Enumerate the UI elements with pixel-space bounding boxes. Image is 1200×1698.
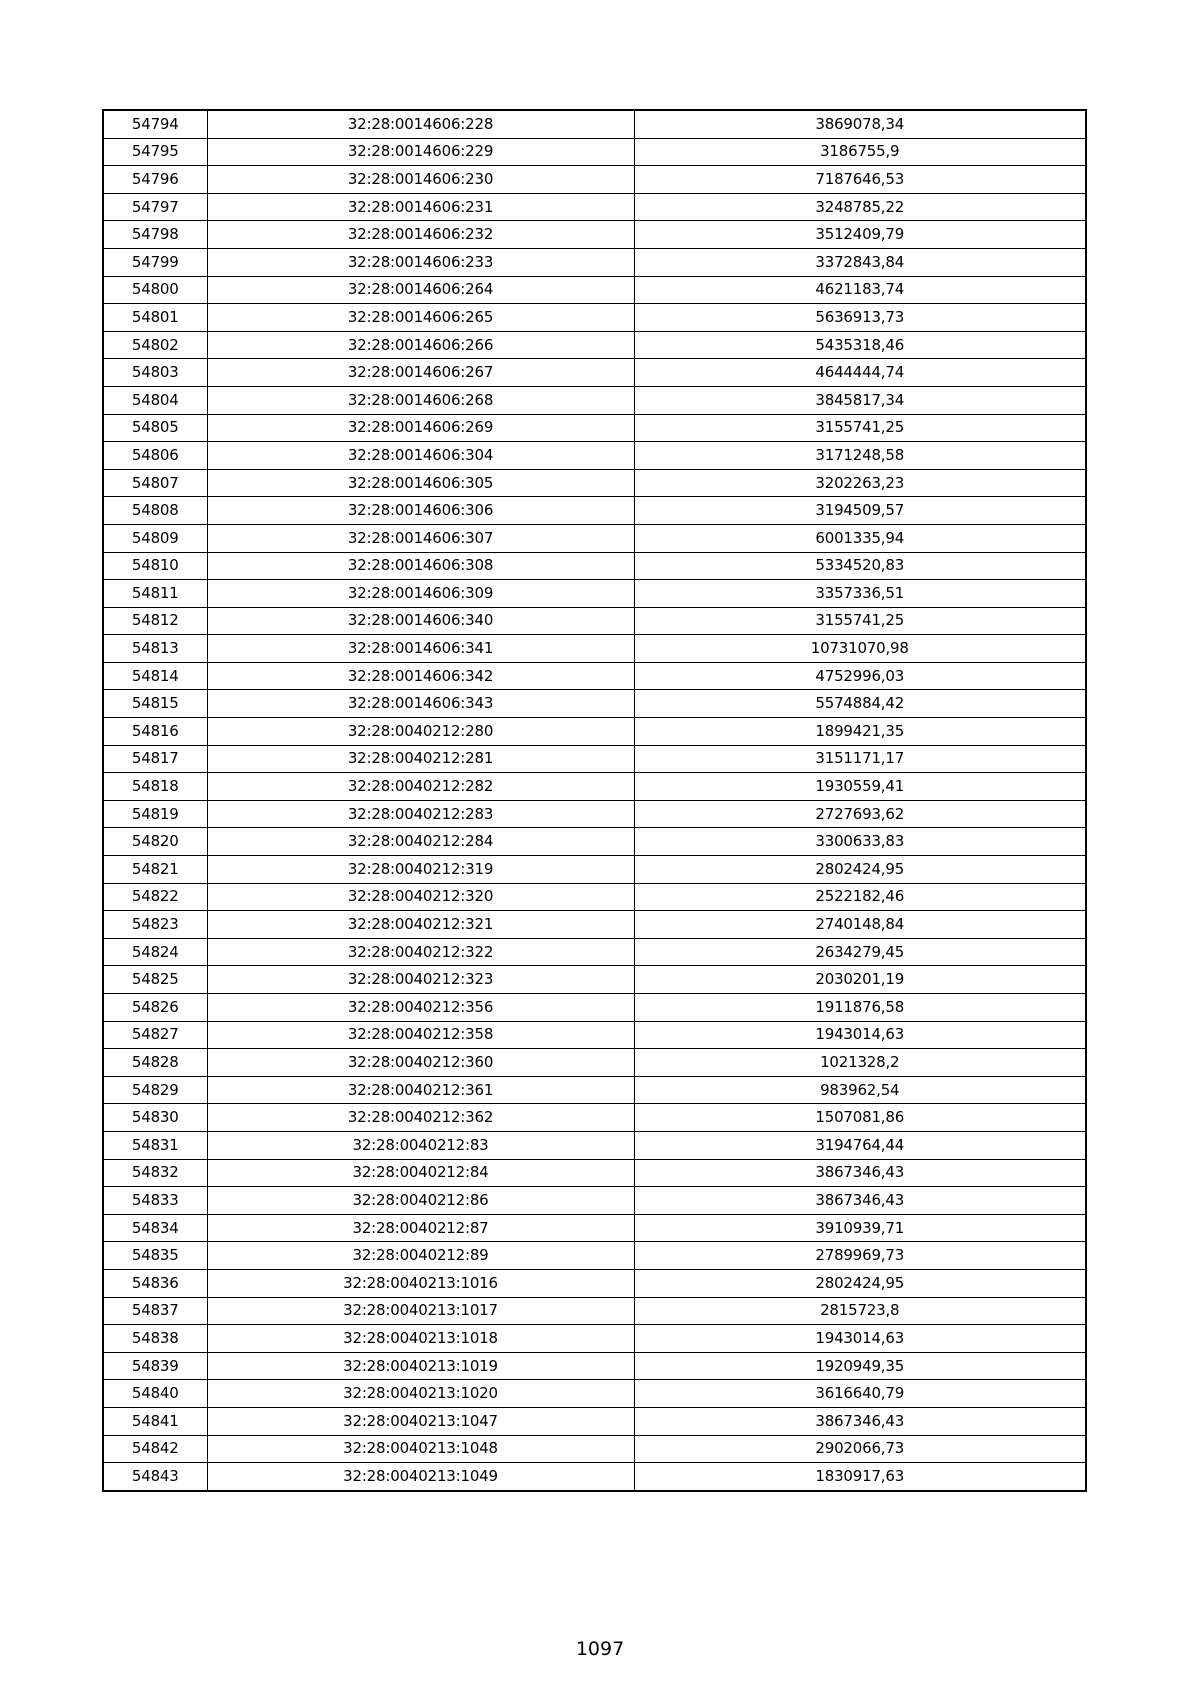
value-cell: 3155741,25 — [634, 607, 1086, 635]
row-number-cell: 54834 — [103, 1214, 207, 1242]
table-row — [103, 1380, 1086, 1408]
value-cell: 3869078,34 — [634, 110, 1086, 138]
row-number-cell: 54839 — [103, 1352, 207, 1380]
cadastral-number-cell: 32:28:0014606:306 — [207, 497, 634, 525]
cadastral-number-cell: 32:28:0040213:1047 — [207, 1407, 634, 1435]
cadastral-number-cell: 32:28:0040212:283 — [207, 800, 634, 828]
cadastral-number-cell: 32:28:0040212:361 — [207, 1076, 634, 1104]
value-cell: 3867346,43 — [634, 1187, 1086, 1215]
value-cell: 1899421,35 — [634, 718, 1086, 746]
cadastral-number-cell: 32:28:0014606:232 — [207, 221, 634, 249]
row-number-cell: 54843 — [103, 1463, 207, 1491]
row-number-cell: 54828 — [103, 1049, 207, 1077]
table-row — [103, 359, 1086, 387]
value-cell: 1920949,35 — [634, 1352, 1086, 1380]
row-number-cell: 54817 — [103, 745, 207, 773]
table-row — [103, 442, 1086, 470]
table-row — [103, 524, 1086, 552]
cadastral-number-cell: 32:28:0040213:1017 — [207, 1297, 634, 1325]
value-cell: 1507081,86 — [634, 1104, 1086, 1132]
table-row — [103, 1269, 1086, 1297]
row-number-cell: 54803 — [103, 359, 207, 387]
cadastral-number-cell: 32:28:0014606:342 — [207, 662, 634, 690]
value-cell: 3202263,23 — [634, 469, 1086, 497]
value-cell: 2902066,73 — [634, 1435, 1086, 1463]
value-cell: 5334520,83 — [634, 552, 1086, 580]
table-row — [103, 773, 1086, 801]
cadastre-table — [102, 109, 1087, 1492]
table-row — [103, 1214, 1086, 1242]
table-row — [103, 276, 1086, 304]
table-row — [103, 386, 1086, 414]
value-cell: 3910939,71 — [634, 1214, 1086, 1242]
row-number-cell: 54838 — [103, 1325, 207, 1353]
cadastral-number-cell: 32:28:0040212:83 — [207, 1131, 634, 1159]
row-number-cell: 54799 — [103, 248, 207, 276]
value-cell: 2802424,95 — [634, 1269, 1086, 1297]
value-cell: 3155741,25 — [634, 414, 1086, 442]
row-number-cell: 54835 — [103, 1242, 207, 1270]
cadastral-number-cell: 32:28:0040212:84 — [207, 1159, 634, 1187]
cadastral-number-cell: 32:28:0040212:320 — [207, 883, 634, 911]
value-cell: 2727693,62 — [634, 800, 1086, 828]
cadastral-number-cell: 32:28:0040212:89 — [207, 1242, 634, 1270]
row-number-cell: 54830 — [103, 1104, 207, 1132]
value-cell: 1930559,41 — [634, 773, 1086, 801]
value-cell: 3357336,51 — [634, 580, 1086, 608]
table-row — [103, 1049, 1086, 1077]
cadastral-number-cell: 32:28:0014606:305 — [207, 469, 634, 497]
row-number-cell: 54831 — [103, 1131, 207, 1159]
table-row — [103, 1187, 1086, 1215]
table-row — [103, 938, 1086, 966]
value-cell: 7187646,53 — [634, 166, 1086, 194]
table-row — [103, 607, 1086, 635]
cadastral-number-cell: 32:28:0040212:358 — [207, 1021, 634, 1049]
cadastral-number-cell: 32:28:0014606:233 — [207, 248, 634, 276]
table-row — [103, 331, 1086, 359]
row-number-cell: 54840 — [103, 1380, 207, 1408]
value-cell: 3845817,34 — [634, 386, 1086, 414]
table-row — [103, 1131, 1086, 1159]
row-number-cell: 54804 — [103, 386, 207, 414]
row-number-cell: 54797 — [103, 193, 207, 221]
value-cell: 3867346,43 — [634, 1159, 1086, 1187]
value-cell: 4644444,74 — [634, 359, 1086, 387]
table-row — [103, 166, 1086, 194]
cadastral-number-cell: 32:28:0014606:341 — [207, 635, 634, 663]
value-cell: 983962,54 — [634, 1076, 1086, 1104]
cadastral-number-cell: 32:28:0014606:266 — [207, 331, 634, 359]
row-number-cell: 54826 — [103, 994, 207, 1022]
table-row — [103, 304, 1086, 332]
row-number-cell: 54794 — [103, 110, 207, 138]
table-row — [103, 1435, 1086, 1463]
row-number-cell: 54798 — [103, 221, 207, 249]
table-row — [103, 690, 1086, 718]
cadastral-number-cell: 32:28:0014606:267 — [207, 359, 634, 387]
table-row — [103, 635, 1086, 663]
row-number-cell: 54813 — [103, 635, 207, 663]
value-cell: 3248785,22 — [634, 193, 1086, 221]
value-cell: 4621183,74 — [634, 276, 1086, 304]
value-cell: 6001335,94 — [634, 524, 1086, 552]
table-row — [103, 911, 1086, 939]
table-row — [103, 994, 1086, 1022]
table-row — [103, 745, 1086, 773]
row-number-cell: 54807 — [103, 469, 207, 497]
row-number-cell: 54837 — [103, 1297, 207, 1325]
cadastral-number-cell: 32:28:0040212:362 — [207, 1104, 634, 1132]
row-number-cell: 54815 — [103, 690, 207, 718]
row-number-cell: 54842 — [103, 1435, 207, 1463]
cadastral-number-cell: 32:28:0040213:1016 — [207, 1269, 634, 1297]
value-cell: 2802424,95 — [634, 856, 1086, 884]
cadastral-number-cell: 32:28:0040212:284 — [207, 828, 634, 856]
row-number-cell: 54827 — [103, 1021, 207, 1049]
row-number-cell: 54841 — [103, 1407, 207, 1435]
cadastral-number-cell: 32:28:0014606:231 — [207, 193, 634, 221]
table-row — [103, 718, 1086, 746]
value-cell: 2740148,84 — [634, 911, 1086, 939]
table-row — [103, 552, 1086, 580]
row-number-cell: 54801 — [103, 304, 207, 332]
row-number-cell: 54818 — [103, 773, 207, 801]
value-cell: 3372843,84 — [634, 248, 1086, 276]
table-row — [103, 1352, 1086, 1380]
table-row — [103, 248, 1086, 276]
value-cell: 3194764,44 — [634, 1131, 1086, 1159]
cadastral-number-cell: 32:28:0014606:307 — [207, 524, 634, 552]
value-cell: 3300633,83 — [634, 828, 1086, 856]
table-row — [103, 1407, 1086, 1435]
cadastral-number-cell: 32:28:0040212:87 — [207, 1214, 634, 1242]
cadastral-number-cell: 32:28:0040212:360 — [207, 1049, 634, 1077]
cadastral-number-cell: 32:28:0014606:309 — [207, 580, 634, 608]
row-number-cell: 54836 — [103, 1269, 207, 1297]
row-number-cell: 54795 — [103, 138, 207, 166]
row-number-cell: 54816 — [103, 718, 207, 746]
table-row — [103, 1297, 1086, 1325]
row-number-cell: 54821 — [103, 856, 207, 884]
row-number-cell: 54811 — [103, 580, 207, 608]
table-row — [103, 497, 1086, 525]
table-row — [103, 1242, 1086, 1270]
cadastral-number-cell: 32:28:0040213:1020 — [207, 1380, 634, 1408]
cadastral-number-cell: 32:28:0040212:321 — [207, 911, 634, 939]
value-cell: 2789969,73 — [634, 1242, 1086, 1270]
table-row — [103, 856, 1086, 884]
row-number-cell: 54820 — [103, 828, 207, 856]
row-number-cell: 54808 — [103, 497, 207, 525]
cadastral-number-cell: 32:28:0014606:268 — [207, 386, 634, 414]
row-number-cell: 54814 — [103, 662, 207, 690]
value-cell: 3171248,58 — [634, 442, 1086, 470]
value-cell: 3186755,9 — [634, 138, 1086, 166]
cadastral-number-cell: 32:28:0040213:1048 — [207, 1435, 634, 1463]
table-row — [103, 414, 1086, 442]
table-row — [103, 469, 1086, 497]
row-number-cell: 54825 — [103, 966, 207, 994]
table-row — [103, 1463, 1086, 1491]
cadastral-number-cell: 32:28:0040212:86 — [207, 1187, 634, 1215]
table-row — [103, 1159, 1086, 1187]
cadastral-number-cell: 32:28:0014606:343 — [207, 690, 634, 718]
cadastral-number-cell: 32:28:0014606:264 — [207, 276, 634, 304]
table-row — [103, 966, 1086, 994]
table-row — [103, 110, 1086, 138]
table-row — [103, 883, 1086, 911]
value-cell: 5435318,46 — [634, 331, 1086, 359]
value-cell: 2634279,45 — [634, 938, 1086, 966]
row-number-cell: 54796 — [103, 166, 207, 194]
cadastral-number-cell: 32:28:0040213:1049 — [207, 1463, 634, 1491]
table-row — [103, 1325, 1086, 1353]
value-cell: 2030201,19 — [634, 966, 1086, 994]
table-row — [103, 1076, 1086, 1104]
value-cell: 3151171,17 — [634, 745, 1086, 773]
table-row — [103, 1021, 1086, 1049]
cadastral-number-cell: 32:28:0040212:322 — [207, 938, 634, 966]
value-cell: 1021328,2 — [634, 1049, 1086, 1077]
value-cell: 2522182,46 — [634, 883, 1086, 911]
table-row — [103, 193, 1086, 221]
row-number-cell: 54800 — [103, 276, 207, 304]
cadastral-number-cell: 32:28:0040212:280 — [207, 718, 634, 746]
table-row — [103, 580, 1086, 608]
cadastral-number-cell: 32:28:0014606:230 — [207, 166, 634, 194]
row-number-cell: 54822 — [103, 883, 207, 911]
row-number-cell: 54806 — [103, 442, 207, 470]
row-number-cell: 54833 — [103, 1187, 207, 1215]
table-row — [103, 138, 1086, 166]
cadastral-number-cell: 32:28:0014606:269 — [207, 414, 634, 442]
value-cell: 5574884,42 — [634, 690, 1086, 718]
table-body — [103, 110, 1086, 1491]
table-row — [103, 662, 1086, 690]
cadastral-number-cell: 32:28:0040213:1019 — [207, 1352, 634, 1380]
value-cell: 3512409,79 — [634, 221, 1086, 249]
cadastral-number-cell: 32:28:0014606:228 — [207, 110, 634, 138]
value-cell: 3194509,57 — [634, 497, 1086, 525]
table-row — [103, 828, 1086, 856]
cadastral-number-cell: 32:28:0040212:281 — [207, 745, 634, 773]
cadastral-number-cell: 32:28:0040213:1018 — [207, 1325, 634, 1353]
row-number-cell: 54810 — [103, 552, 207, 580]
value-cell: 10731070,98 — [634, 635, 1086, 663]
row-number-cell: 54829 — [103, 1076, 207, 1104]
page-number: 1097 — [575, 1638, 625, 1660]
row-number-cell: 54805 — [103, 414, 207, 442]
row-number-cell: 54819 — [103, 800, 207, 828]
value-cell: 1943014,63 — [634, 1325, 1086, 1353]
value-cell: 4752996,03 — [634, 662, 1086, 690]
row-number-cell: 54823 — [103, 911, 207, 939]
value-cell: 1943014,63 — [634, 1021, 1086, 1049]
value-cell: 5636913,73 — [634, 304, 1086, 332]
cadastre-table-container — [102, 109, 1085, 1492]
value-cell: 2815723,8 — [634, 1297, 1086, 1325]
cadastral-number-cell: 32:28:0040212:282 — [207, 773, 634, 801]
row-number-cell: 54812 — [103, 607, 207, 635]
row-number-cell: 54802 — [103, 331, 207, 359]
value-cell: 1830917,63 — [634, 1463, 1086, 1491]
cadastral-number-cell: 32:28:0014606:308 — [207, 552, 634, 580]
cadastral-number-cell: 32:28:0040212:356 — [207, 994, 634, 1022]
table-row — [103, 800, 1086, 828]
cadastral-number-cell: 32:28:0040212:319 — [207, 856, 634, 884]
table-row — [103, 1104, 1086, 1132]
cadastral-number-cell: 32:28:0014606:265 — [207, 304, 634, 332]
row-number-cell: 54824 — [103, 938, 207, 966]
value-cell: 3616640,79 — [634, 1380, 1086, 1408]
value-cell: 1911876,58 — [634, 994, 1086, 1022]
table-row — [103, 221, 1086, 249]
cadastral-number-cell: 32:28:0014606:304 — [207, 442, 634, 470]
cadastral-number-cell: 32:28:0014606:229 — [207, 138, 634, 166]
row-number-cell: 54832 — [103, 1159, 207, 1187]
value-cell: 3867346,43 — [634, 1407, 1086, 1435]
row-number-cell: 54809 — [103, 524, 207, 552]
cadastral-number-cell: 32:28:0014606:340 — [207, 607, 634, 635]
cadastral-number-cell: 32:28:0040212:323 — [207, 966, 634, 994]
